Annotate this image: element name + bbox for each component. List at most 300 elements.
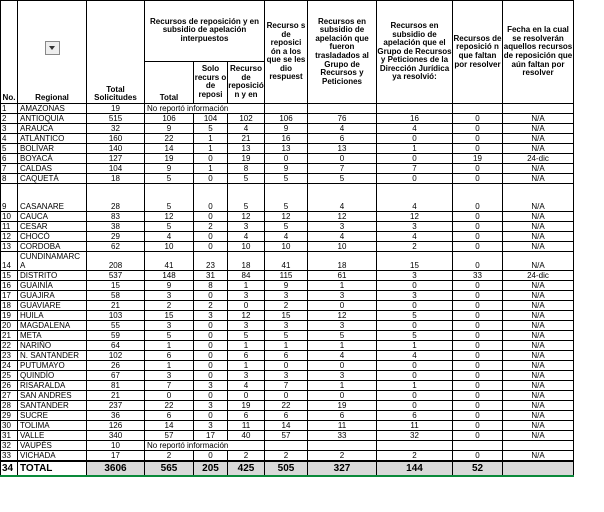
dio-cell[interactable]: 7	[265, 381, 308, 391]
dio-cell[interactable]: 6	[265, 411, 308, 421]
res-cell[interactable]: 32	[377, 431, 453, 441]
dio-cell[interactable]: 6	[265, 351, 308, 361]
total-solicitudes-cell[interactable]: 102	[87, 351, 145, 361]
total-cell[interactable]: 9	[145, 124, 194, 134]
dio-cell[interactable]: 16	[265, 134, 308, 144]
regional-cell[interactable]: ANTIOQUIA	[18, 114, 87, 124]
res-cell[interactable]: 1	[377, 341, 453, 351]
row-number-cell[interactable]: 22	[1, 341, 18, 351]
fecha-cell[interactable]: N/A	[503, 391, 574, 401]
res-cell[interactable]: 4	[377, 232, 453, 242]
total-solicitudes-cell[interactable]: 237	[87, 401, 145, 411]
regional-cell[interactable]: AMAZONAS	[18, 104, 87, 114]
falt-cell[interactable]: 0	[453, 134, 503, 144]
total-cell[interactable]: 10	[145, 242, 194, 252]
total-falt-cell[interactable]: 52	[453, 461, 503, 476]
total-solicitudes-cell[interactable]: 104	[87, 164, 145, 174]
solo-cell[interactable]: 104	[194, 114, 228, 124]
row-number-cell[interactable]: 24	[1, 361, 18, 371]
total-solicitudes-cell[interactable]: 21	[87, 301, 145, 311]
res-cell[interactable]: 5	[377, 331, 453, 341]
regional-cell[interactable]: CORDOBA	[18, 242, 87, 252]
falt-cell[interactable]: 33	[453, 271, 503, 281]
falt-cell[interactable]: 0	[453, 351, 503, 361]
tras-cell[interactable]: 2	[308, 451, 377, 462]
solo-cell[interactable]: 0	[194, 351, 228, 361]
total-cell[interactable]: 7	[145, 381, 194, 391]
tras-cell[interactable]: 4	[308, 351, 377, 361]
res-cell[interactable]: 0	[377, 174, 453, 184]
solo-cell[interactable]: 0	[194, 291, 228, 301]
falt-cell[interactable]: 0	[453, 371, 503, 381]
regional-cell[interactable]: CAQUETÁ	[18, 174, 87, 184]
total-cell[interactable]: 5	[145, 331, 194, 341]
falt-cell[interactable]: 0	[453, 301, 503, 311]
solo-cell[interactable]: 0	[194, 391, 228, 401]
total-tras-cell[interactable]: 327	[308, 461, 377, 476]
solo-cell[interactable]: 2	[194, 222, 228, 232]
fecha-cell[interactable]: N/A	[503, 381, 574, 391]
solo-cell[interactable]: 0	[194, 154, 228, 164]
total-cell[interactable]: 5	[145, 222, 194, 232]
empty-cell[interactable]	[503, 104, 574, 114]
total-solicitudes-cell[interactable]: 21	[87, 391, 145, 401]
tras-cell[interactable]: 18	[308, 252, 377, 271]
res-cell[interactable]: 0	[377, 391, 453, 401]
dio-cell[interactable]: 2	[265, 301, 308, 311]
total-solicitudes-cell[interactable]: 515	[87, 114, 145, 124]
regional-cell[interactable]: BOYACÁ	[18, 154, 87, 164]
tras-cell[interactable]: 3	[308, 321, 377, 331]
row-number-cell[interactable]: 5	[1, 144, 18, 154]
tras-cell[interactable]: 10	[308, 242, 377, 252]
rep_y-cell[interactable]: 5	[228, 174, 265, 184]
rep_y-cell[interactable]: 19	[228, 401, 265, 411]
res-cell[interactable]: 7	[377, 164, 453, 174]
fecha-cell[interactable]: N/A	[503, 164, 574, 174]
solo-cell[interactable]: 3	[194, 401, 228, 411]
total-cell[interactable]: 57	[145, 431, 194, 441]
fecha-cell[interactable]: N/A	[503, 401, 574, 411]
regional-cell[interactable]: GUAINÍA	[18, 281, 87, 291]
rep_y-cell[interactable]: 4	[228, 232, 265, 242]
res-cell[interactable]: 0	[377, 371, 453, 381]
tras-cell[interactable]: 5	[308, 331, 377, 341]
falt-cell[interactable]: 0	[453, 252, 503, 271]
empty-cell[interactable]	[308, 104, 377, 114]
falt-cell[interactable]: 0	[453, 184, 503, 212]
tras-cell[interactable]: 1	[308, 341, 377, 351]
regional-cell[interactable]: CUNDINAMARC A	[18, 252, 87, 271]
solo-cell[interactable]: 0	[194, 242, 228, 252]
dio-cell[interactable]: 9	[265, 164, 308, 174]
regional-cell[interactable]: CALDAS	[18, 164, 87, 174]
row-number-cell[interactable]: 8	[1, 174, 18, 184]
rep_y-cell[interactable]: 3	[228, 222, 265, 232]
total-solicitudes-cell[interactable]: 140	[87, 144, 145, 154]
fecha-cell[interactable]: N/A	[503, 351, 574, 361]
empty-cell[interactable]	[453, 104, 503, 114]
res-cell[interactable]: 0	[377, 281, 453, 291]
dio-cell[interactable]: 0	[265, 391, 308, 401]
tras-cell[interactable]: 12	[308, 311, 377, 321]
total-solicitudes-cell[interactable]: 29	[87, 232, 145, 242]
row-number-cell[interactable]: 32	[1, 441, 18, 451]
res-cell[interactable]: 4	[377, 124, 453, 134]
empty-cell[interactable]	[265, 441, 308, 451]
dio-cell[interactable]: 5	[265, 184, 308, 212]
regional-cell[interactable]: QUINDÍO	[18, 371, 87, 381]
total-cell[interactable]: 3	[145, 321, 194, 331]
dio-cell[interactable]: 9	[265, 281, 308, 291]
total-solicitudes-cell[interactable]: 126	[87, 421, 145, 431]
dio-cell[interactable]: 115	[265, 271, 308, 281]
regional-cell[interactable]: GUAVIARE	[18, 301, 87, 311]
tras-cell[interactable]: 3	[308, 291, 377, 301]
row-number-cell[interactable]: 25	[1, 371, 18, 381]
row-number-cell[interactable]: 26	[1, 381, 18, 391]
fecha-cell[interactable]: N/A	[503, 212, 574, 222]
tras-cell[interactable]: 0	[308, 391, 377, 401]
falt-cell[interactable]: 0	[453, 331, 503, 341]
total-cell[interactable]: 4	[145, 232, 194, 242]
tras-cell[interactable]: 12	[308, 212, 377, 222]
falt-cell[interactable]: 19	[453, 154, 503, 164]
total-cell[interactable]: 19	[145, 154, 194, 164]
solo-cell[interactable]: 0	[194, 361, 228, 371]
row-number-cell[interactable]: 20	[1, 321, 18, 331]
rep_y-cell[interactable]: 18	[228, 252, 265, 271]
solo-cell[interactable]: 0	[194, 341, 228, 351]
rep_y-cell[interactable]: 8	[228, 164, 265, 174]
rep_y-cell[interactable]: 19	[228, 154, 265, 164]
fecha-cell[interactable]: N/A	[503, 114, 574, 124]
row-number-cell[interactable]: 4	[1, 134, 18, 144]
falt-cell[interactable]: 0	[453, 174, 503, 184]
total-solo-cell[interactable]: 205	[194, 461, 228, 476]
total-solicitudes-cell[interactable]: 81	[87, 381, 145, 391]
total-label[interactable]: TOTAL	[18, 461, 87, 476]
fecha-cell[interactable]: N/A	[503, 341, 574, 351]
res-cell[interactable]: 1	[377, 144, 453, 154]
rep_y-cell[interactable]: 0	[228, 391, 265, 401]
tras-cell[interactable]: 6	[308, 134, 377, 144]
solo-cell[interactable]: 0	[194, 321, 228, 331]
row-number-cell[interactable]: 23	[1, 351, 18, 361]
empty-cell[interactable]	[377, 104, 453, 114]
fecha-cell[interactable]: N/A	[503, 281, 574, 291]
rep_y-cell[interactable]: 12	[228, 311, 265, 321]
row-number-cell[interactable]: 27	[1, 391, 18, 401]
total-cell[interactable]: 5	[145, 184, 194, 212]
row-number-cell[interactable]: 11	[1, 222, 18, 232]
solo-cell[interactable]: 0	[194, 451, 228, 462]
tras-cell[interactable]: 33	[308, 431, 377, 441]
empty-cell[interactable]	[453, 441, 503, 451]
res-cell[interactable]: 3	[377, 271, 453, 281]
regional-cell[interactable]: DISTRITO	[18, 271, 87, 281]
regional-cell[interactable]: BOLÍVAR	[18, 144, 87, 154]
total-cell[interactable]: 6	[145, 411, 194, 421]
solo-cell[interactable]: 23	[194, 252, 228, 271]
total-solicitudes-cell[interactable]: 18	[87, 174, 145, 184]
dio-cell[interactable]: 106	[265, 114, 308, 124]
solo-cell[interactable]: 0	[194, 174, 228, 184]
total-solicitudes-cell[interactable]: 28	[87, 184, 145, 212]
total-solicitudes-cell[interactable]: 127	[87, 154, 145, 164]
falt-cell[interactable]: 0	[453, 311, 503, 321]
dio-cell[interactable]: 57	[265, 431, 308, 441]
rep_y-cell[interactable]: 5	[228, 331, 265, 341]
total-row-number[interactable]: 34	[1, 461, 18, 476]
row-number-cell[interactable]: 30	[1, 421, 18, 431]
dio-cell[interactable]: 3	[265, 371, 308, 381]
falt-cell[interactable]: 0	[453, 391, 503, 401]
falt-cell[interactable]: 0	[453, 381, 503, 391]
filter-dropdown-button[interactable]	[45, 41, 60, 55]
tras-cell[interactable]: 5	[308, 174, 377, 184]
solo-cell[interactable]: 3	[194, 421, 228, 431]
total-solicitudes-cell[interactable]: 58	[87, 291, 145, 301]
fecha-cell[interactable]: N/A	[503, 331, 574, 341]
res-cell[interactable]: 4	[377, 184, 453, 212]
res-cell[interactable]: 11	[377, 421, 453, 431]
regional-cell[interactable]: N. SANTANDER	[18, 351, 87, 361]
rep_y-cell[interactable]: 3	[228, 291, 265, 301]
note-cell[interactable]: No reportó información	[145, 104, 265, 114]
total-solicitudes-cell[interactable]: 19	[87, 104, 145, 114]
total-cell[interactable]: 9	[145, 281, 194, 291]
total-solicitudes-cell[interactable]: 83	[87, 212, 145, 222]
regional-cell[interactable]: NARIÑO	[18, 341, 87, 351]
fecha-cell[interactable]: N/A	[503, 421, 574, 431]
total-cell[interactable]: 2	[145, 451, 194, 462]
row-number-cell[interactable]: 31	[1, 431, 18, 441]
falt-cell[interactable]: 0	[453, 431, 503, 441]
total-cell[interactable]: 12	[145, 212, 194, 222]
fecha-cell[interactable]: N/A	[503, 184, 574, 212]
regional-cell[interactable]: RISARALDA	[18, 381, 87, 391]
dio-cell[interactable]: 12	[265, 212, 308, 222]
dio-cell[interactable]: 22	[265, 401, 308, 411]
total-cell[interactable]: 41	[145, 252, 194, 271]
dio-cell[interactable]: 2	[265, 451, 308, 462]
row-number-cell[interactable]: 6	[1, 154, 18, 164]
rep_y-cell[interactable]: 40	[228, 431, 265, 441]
regional-cell[interactable]: GUAJIRA	[18, 291, 87, 301]
row-number-cell[interactable]: 3	[1, 124, 18, 134]
total-solicitudes-cell[interactable]: 26	[87, 361, 145, 371]
row-number-cell[interactable]: 29	[1, 411, 18, 421]
total-solicitudes-cell[interactable]: 67	[87, 371, 145, 381]
empty-cell[interactable]	[265, 104, 308, 114]
dio-cell[interactable]: 1	[265, 341, 308, 351]
row-number-cell[interactable]: 9	[1, 184, 18, 212]
rep_y-cell[interactable]: 1	[228, 341, 265, 351]
dio-cell[interactable]: 0	[265, 154, 308, 164]
fecha-cell[interactable]: N/A	[503, 431, 574, 441]
regional-cell[interactable]: VALLE	[18, 431, 87, 441]
regional-cell[interactable]: CESAR	[18, 222, 87, 232]
regional-cell[interactable]: META	[18, 331, 87, 341]
total-solicitudes-cell[interactable]: 17	[87, 451, 145, 462]
regional-cell[interactable]: VICHADA	[18, 451, 87, 462]
falt-cell[interactable]: 0	[453, 124, 503, 134]
fecha-cell[interactable]: N/A	[503, 371, 574, 381]
total-solicitudes-cell[interactable]: 55	[87, 321, 145, 331]
tras-cell[interactable]: 1	[308, 381, 377, 391]
solo-cell[interactable]: 8	[194, 281, 228, 291]
falt-cell[interactable]: 0	[453, 341, 503, 351]
dio-cell[interactable]: 13	[265, 144, 308, 154]
total-solicitudes-cell[interactable]: 64	[87, 341, 145, 351]
falt-cell[interactable]: 0	[453, 291, 503, 301]
total-cell[interactable]: 0	[145, 391, 194, 401]
total-cell[interactable]: 15	[145, 311, 194, 321]
res-cell[interactable]: 4	[377, 351, 453, 361]
res-cell[interactable]: 0	[377, 134, 453, 144]
row-number-cell[interactable]: 7	[1, 164, 18, 174]
rep_y-cell[interactable]: 1	[228, 361, 265, 371]
rep_y-cell[interactable]: 13	[228, 144, 265, 154]
total-total_sol-cell[interactable]: 3606	[87, 461, 145, 476]
rep_y-cell[interactable]: 5	[228, 184, 265, 212]
dio-cell[interactable]: 5	[265, 222, 308, 232]
res-cell[interactable]: 2	[377, 242, 453, 252]
fecha-cell[interactable]: N/A	[503, 242, 574, 252]
total-solicitudes-cell[interactable]: 36	[87, 411, 145, 421]
solo-cell[interactable]: 0	[194, 212, 228, 222]
regional-cell[interactable]: SUCRE	[18, 411, 87, 421]
row-number-cell[interactable]: 21	[1, 331, 18, 341]
tras-cell[interactable]: 7	[308, 164, 377, 174]
fecha-cell[interactable]: N/A	[503, 361, 574, 371]
tras-cell[interactable]: 11	[308, 421, 377, 431]
regional-cell[interactable]: CAUCA	[18, 212, 87, 222]
res-cell[interactable]: 0	[377, 321, 453, 331]
dio-cell[interactable]: 5	[265, 331, 308, 341]
dio-cell[interactable]: 3	[265, 291, 308, 301]
total-cell[interactable]: 14	[145, 144, 194, 154]
fecha-cell[interactable]: N/A	[503, 174, 574, 184]
tras-cell[interactable]: 0	[308, 154, 377, 164]
regional-cell[interactable]: ARAUCA	[18, 124, 87, 134]
total-solicitudes-cell[interactable]: 10	[87, 441, 145, 451]
tras-cell[interactable]: 6	[308, 411, 377, 421]
row-number-cell[interactable]: 12	[1, 232, 18, 242]
dio-cell[interactable]: 3	[265, 321, 308, 331]
row-number-cell[interactable]: 18	[1, 301, 18, 311]
tras-cell[interactable]: 4	[308, 232, 377, 242]
regional-cell[interactable]: CASANARE	[18, 184, 87, 212]
solo-cell[interactable]: 1	[194, 144, 228, 154]
rep_y-cell[interactable]: 6	[228, 351, 265, 361]
row-number-cell[interactable]: 10	[1, 212, 18, 222]
fecha-cell[interactable]: 24-dic	[503, 271, 574, 281]
rep_y-cell[interactable]: 21	[228, 134, 265, 144]
rep_y-cell[interactable]: 4	[228, 124, 265, 134]
solo-cell[interactable]: 2	[194, 301, 228, 311]
tras-cell[interactable]: 1	[308, 281, 377, 291]
res-cell[interactable]: 0	[377, 401, 453, 411]
tras-cell[interactable]: 4	[308, 124, 377, 134]
row-number-cell[interactable]: 33	[1, 451, 18, 462]
tras-cell[interactable]: 4	[308, 184, 377, 212]
rep_y-cell[interactable]: 4	[228, 381, 265, 391]
falt-cell[interactable]: 0	[453, 144, 503, 154]
fecha-cell[interactable]: N/A	[503, 321, 574, 331]
falt-cell[interactable]: 0	[453, 114, 503, 124]
falt-cell[interactable]: 0	[453, 242, 503, 252]
total-solicitudes-cell[interactable]: 38	[87, 222, 145, 232]
dio-cell[interactable]: 9	[265, 124, 308, 134]
total-solicitudes-cell[interactable]: 537	[87, 271, 145, 281]
row-number-cell[interactable]: 1	[1, 104, 18, 114]
tras-cell[interactable]: 0	[308, 361, 377, 371]
rep_y-cell[interactable]: 1	[228, 281, 265, 291]
regional-cell[interactable]: ATLÁNTICO	[18, 134, 87, 144]
empty-cell[interactable]	[377, 441, 453, 451]
falt-cell[interactable]: 0	[453, 401, 503, 411]
tras-cell[interactable]: 19	[308, 401, 377, 411]
falt-cell[interactable]: 0	[453, 361, 503, 371]
rep_y-cell[interactable]: 12	[228, 212, 265, 222]
res-cell[interactable]: 0	[377, 361, 453, 371]
rep_y-cell[interactable]: 6	[228, 411, 265, 421]
res-cell[interactable]: 5	[377, 311, 453, 321]
total-cell[interactable]: 1	[145, 361, 194, 371]
fecha-cell[interactable]: N/A	[503, 232, 574, 242]
res-cell[interactable]: 3	[377, 222, 453, 232]
solo-cell[interactable]: 0	[194, 184, 228, 212]
total-solicitudes-cell[interactable]: 59	[87, 331, 145, 341]
dio-cell[interactable]: 5	[265, 174, 308, 184]
total-cell[interactable]: 22	[145, 401, 194, 411]
res-cell[interactable]: 2	[377, 451, 453, 462]
tras-cell[interactable]: 13	[308, 144, 377, 154]
solo-cell[interactable]: 0	[194, 411, 228, 421]
total-cell[interactable]: 22	[145, 134, 194, 144]
solo-cell[interactable]: 3	[194, 381, 228, 391]
total-rep_y-cell[interactable]: 425	[228, 461, 265, 476]
total-cell[interactable]: 148	[145, 271, 194, 281]
falt-cell[interactable]: 0	[453, 222, 503, 232]
rep_y-cell[interactable]: 84	[228, 271, 265, 281]
total-solicitudes-cell[interactable]: 62	[87, 242, 145, 252]
total-solicitudes-cell[interactable]: 32	[87, 124, 145, 134]
solo-cell[interactable]: 1	[194, 134, 228, 144]
rep_y-cell[interactable]: 10	[228, 242, 265, 252]
rep_y-cell[interactable]: 3	[228, 371, 265, 381]
falt-cell[interactable]: 0	[453, 421, 503, 431]
rep_y-cell[interactable]: 0	[228, 301, 265, 311]
solo-cell[interactable]: 1	[194, 164, 228, 174]
row-number-cell[interactable]: 14	[1, 252, 18, 271]
dio-cell[interactable]: 4	[265, 232, 308, 242]
total-cell[interactable]: 106	[145, 114, 194, 124]
regional-cell[interactable]: VAUPÉS	[18, 441, 87, 451]
rep_y-cell[interactable]: 2	[228, 451, 265, 462]
total-cell[interactable]: 3	[145, 371, 194, 381]
fecha-cell[interactable]: N/A	[503, 291, 574, 301]
total-cell[interactable]: 3	[145, 291, 194, 301]
total-cell[interactable]: 2	[145, 301, 194, 311]
fecha-cell[interactable]: N/A	[503, 301, 574, 311]
regional-cell[interactable]: MAGDALENA	[18, 321, 87, 331]
total-solicitudes-cell[interactable]: 208	[87, 252, 145, 271]
total-solicitudes-cell[interactable]: 160	[87, 134, 145, 144]
res-cell[interactable]: 0	[377, 154, 453, 164]
